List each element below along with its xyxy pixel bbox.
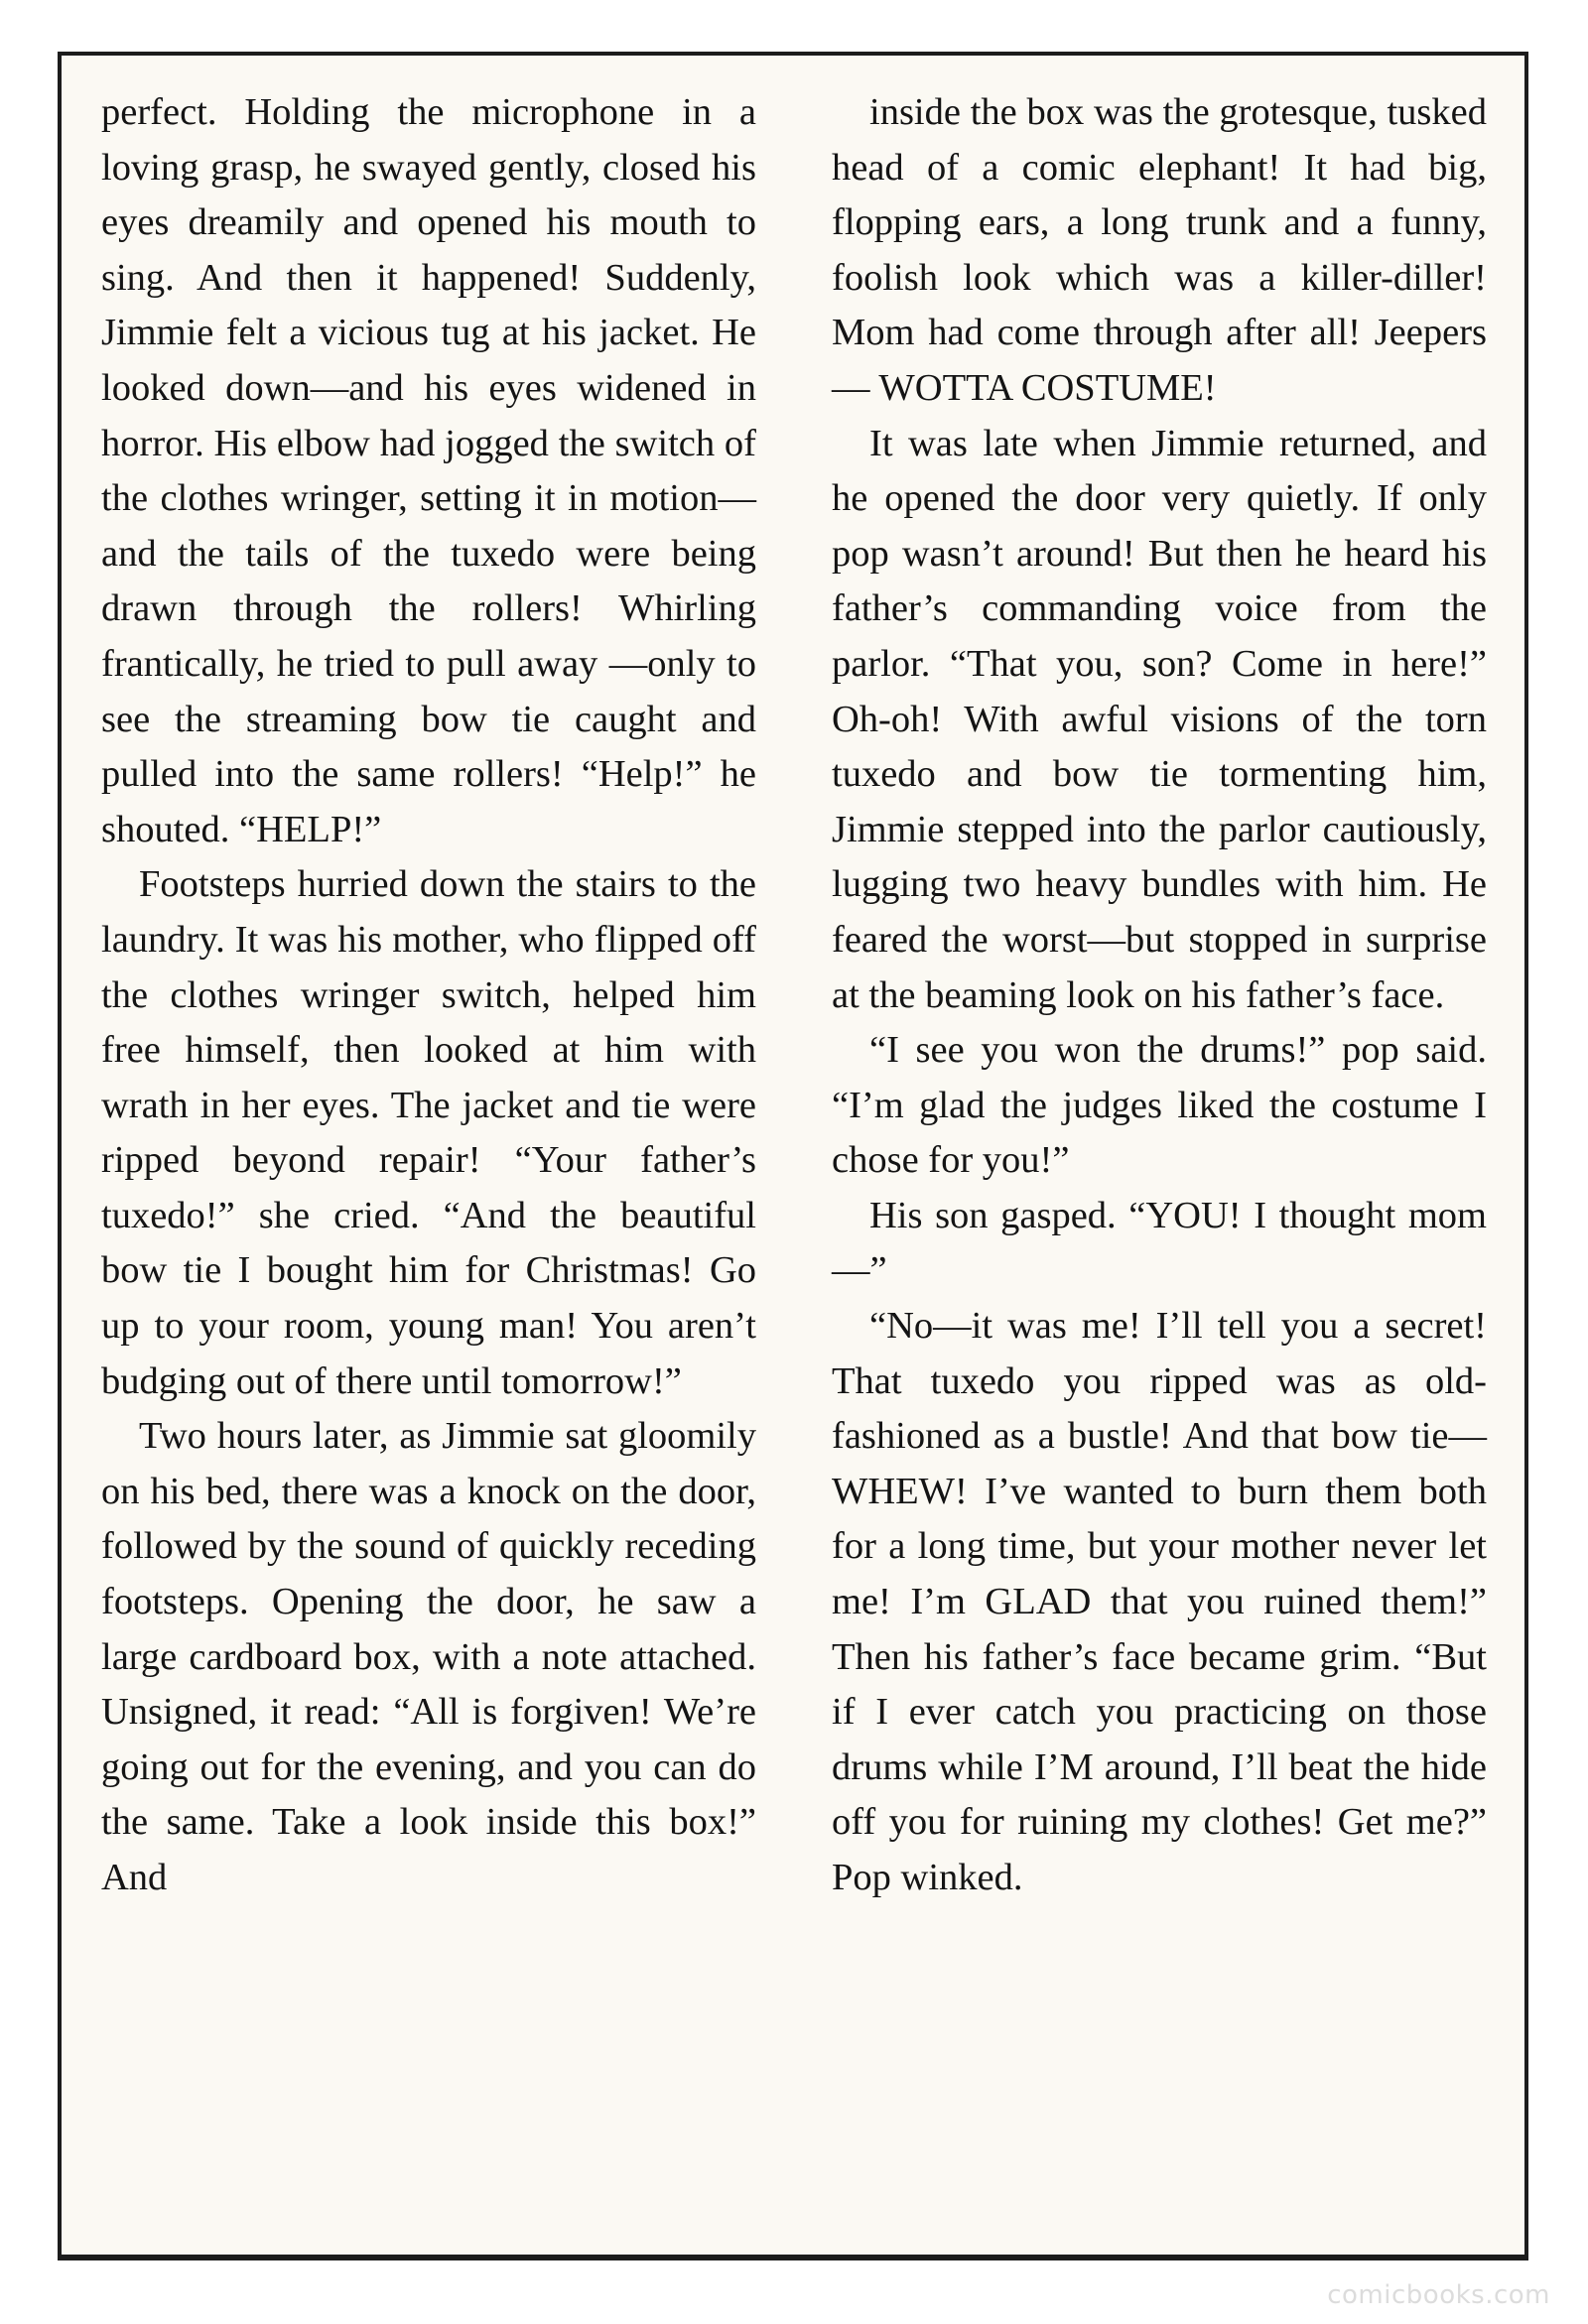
text-panel-frame — [58, 52, 1528, 2260]
paragraph: inside the box was the grotesque, tusked head of a comic elephant! It had big, flopping ears, a long trunk and a funny, foolish look which was a killer-diller! Mom had come through after all! Jeepers— WOTTA COSTUME! — [832, 91, 1487, 409]
right-text-column — [832, 85, 1487, 1906]
paragraph: Footsteps hurried down the stairs to the laundry. It was his mother, who flipped off the clothes wringer switch, helped him free himself, then looked at him with wrath in her eyes. The jacket and tie were ripped beyond repair! “Your father’s tuxedo!” she cried. “And the beautiful bow tie I bought him for Christmas! Go up to your room, young man! You aren’t budging out of there until tomorrow!” — [101, 863, 756, 1402]
paragraph: perfect. Holding the microphone in a loving grasp, he swayed gently, closed his eyes dreamily and opened his mouth to sing. And then it happened! Suddenly, Jimmie felt a vicious tug at his jacket. He looked down—and his eyes widened in horror. His elbow had jogged the switch of the clothes wringer, setting it in motion—and the tails of the tuxedo were being drawn through the rollers! Whirling frantically, he tried to pull away —only to see the streaming bow tie caught and pulled into the same rollers! “Help!” he shouted. “HELP!” — [101, 91, 756, 850]
paragraph: It was late when Jimmie returned, and he opened the door very quietly. If only pop wasn’t around! But then he heard his father’s commanding voice from the parlor. “That you, son? Come in here!” Oh-oh! With awful visions of the torn tuxedo and bow tie tormenting him, Jimmie stepped into the parlor cautiously, lugging two heavy bundles with him. He feared the worst—but stopped in surprise at the beaming look on his father’s face. — [832, 422, 1487, 1016]
watermark: comicbooks.com — [1327, 2280, 1550, 2310]
paragraph: Two hours later, as Jimmie sat gloomily on his bed, there was a knock on the door, followed by the sound of quickly receding footsteps. Opening the door, he saw a large cardboard box, with a note attached. Unsigned, it read: “All is forgiven! We’re going out for the evening, and you can do the same. Take a look inside this box!” And — [101, 1415, 756, 1898]
paragraph: “No—it was me! I’ll tell you a secret! That tuxedo you ripped was as old-fashioned as a bustle! And that bow tie—WHEW! I’ve wanted to burn them both for a long time, but your mother never let me! I’m GLAD that you ruined them!” Then his father’s face became grim. “But if I ever catch you practicing on those drums while I’M around, I’ll beat the hide off you for ruining my clothes! Get me?” Pop winked. — [832, 1305, 1487, 1898]
paragraph: His son gasped. “YOU! I thought mom—” — [832, 1194, 1487, 1292]
paragraph: “I see you won the drums!” pop said. “I’m glad the judges liked the costume I chose for you!” — [832, 1029, 1487, 1182]
left-text-column — [101, 85, 756, 1906]
